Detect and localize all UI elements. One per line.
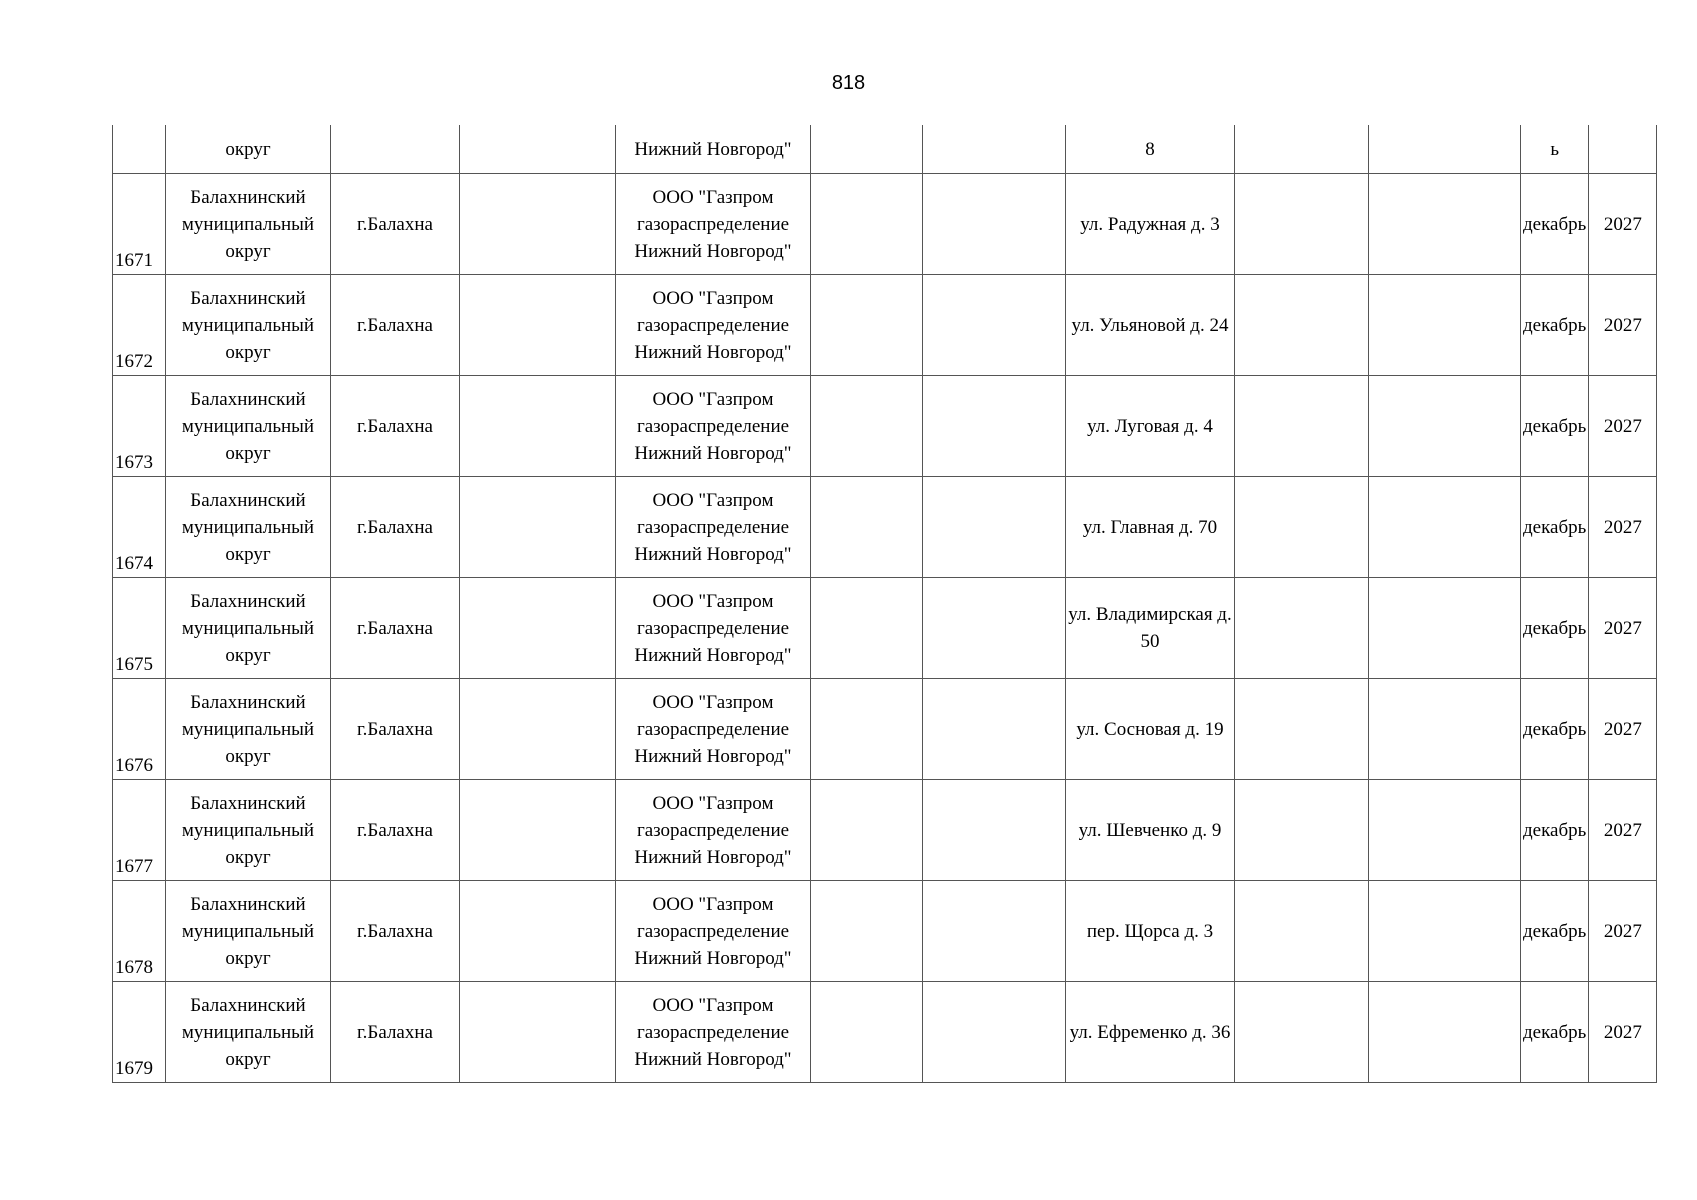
- empty-cell: [460, 477, 616, 578]
- table-row: [113, 679, 1657, 780]
- empty-cell: [923, 174, 1066, 275]
- table-row: [113, 578, 1657, 679]
- empty-cell: [923, 982, 1066, 1083]
- empty-cell: [923, 477, 1066, 578]
- empty-cell: [460, 881, 616, 982]
- empty-cell: [811, 780, 923, 881]
- num-cell: 1677: [113, 780, 166, 881]
- empty-cell: [1235, 982, 1369, 1083]
- empty-cell: [1369, 376, 1521, 477]
- district-cell: Балахнинский муниципальный округ: [166, 275, 331, 376]
- address-cell: ул. Радужная д. 3: [1066, 174, 1235, 275]
- num-cell: 1674: [113, 477, 166, 578]
- district-cell: Балахнинский муниципальный округ: [166, 679, 331, 780]
- table-row: [113, 881, 1657, 982]
- city-cell: г.Балахна: [331, 881, 460, 982]
- empty-cell: [811, 477, 923, 578]
- empty-cell: [460, 125, 616, 174]
- num-cell: 1678: [113, 881, 166, 982]
- city-cell: г.Балахна: [331, 679, 460, 780]
- org-cell: ООО "Газпром газораспределение Нижний Новгород": [616, 679, 811, 780]
- empty-cell: [923, 125, 1066, 174]
- empty-cell: [1369, 275, 1521, 376]
- empty-cell: [923, 376, 1066, 477]
- empty-cell: [460, 376, 616, 477]
- empty-cell: [1235, 275, 1369, 376]
- month-cell: декабрь: [1521, 477, 1589, 578]
- empty-cell: [811, 679, 923, 780]
- address-cell: ул. Ефременко д. 36: [1066, 982, 1235, 1083]
- empty-cell: [811, 881, 923, 982]
- empty-cell: [1235, 780, 1369, 881]
- empty-cell: [1369, 578, 1521, 679]
- city-cell: г.Балахна: [331, 982, 460, 1083]
- district-cell: Балахнинский муниципальный округ: [166, 881, 331, 982]
- district-cell: Балахнинский муниципальный округ: [166, 780, 331, 881]
- city-cell: г.Балахна: [331, 275, 460, 376]
- empty-cell: [923, 881, 1066, 982]
- city-cell: г.Балахна: [331, 578, 460, 679]
- district-cell: Балахнинский муниципальный округ: [166, 477, 331, 578]
- empty-cell: [1369, 780, 1521, 881]
- district-cell: Балахнинский муниципальный округ: [166, 174, 331, 275]
- month-cell: декабрь: [1521, 982, 1589, 1083]
- year-cell: 2027: [1589, 376, 1657, 477]
- empty-cell: [1235, 679, 1369, 780]
- month-cell: декабрь: [1521, 780, 1589, 881]
- org-cell: ООО "Газпром газораспределение Нижний Новгород": [616, 477, 811, 578]
- empty-cell: [811, 275, 923, 376]
- empty-cell: [923, 275, 1066, 376]
- year-cell: 2027: [1589, 982, 1657, 1083]
- empty-cell: [460, 578, 616, 679]
- city-cell: г.Балахна: [331, 174, 460, 275]
- empty-cell: [1369, 679, 1521, 780]
- year-cell: 2027: [1589, 578, 1657, 679]
- table-row: [113, 982, 1657, 1083]
- district-cell: Балахнинский муниципальный округ: [166, 578, 331, 679]
- address-cell: 8: [1066, 125, 1235, 174]
- month-cell: декабрь: [1521, 275, 1589, 376]
- district-cell: Балахнинский муниципальный округ: [166, 376, 331, 477]
- empty-cell: [460, 679, 616, 780]
- month-cell: декабрь: [1521, 679, 1589, 780]
- org-cell: ООО "Газпром газораспределение Нижний Новгород": [616, 982, 811, 1083]
- empty-cell: [1235, 578, 1369, 679]
- org-cell: ООО "Газпром газораспределение Нижний Новгород": [616, 881, 811, 982]
- empty-cell: [811, 982, 923, 1083]
- empty-cell: [460, 174, 616, 275]
- empty-cell: [923, 780, 1066, 881]
- table-body: [113, 125, 1657, 1083]
- org-cell: ООО "Газпром газораспределение Нижний Новгород": [616, 578, 811, 679]
- org-cell: ООО "Газпром газораспределение Нижний Новгород": [616, 376, 811, 477]
- table-row: [113, 174, 1657, 275]
- year-cell: [1589, 125, 1657, 174]
- table-row: [113, 780, 1657, 881]
- empty-cell: [1369, 881, 1521, 982]
- empty-cell: [923, 679, 1066, 780]
- empty-cell: [923, 578, 1066, 679]
- table-row: [113, 477, 1657, 578]
- empty-cell: [1235, 376, 1369, 477]
- org-cell: Нижний Новгород": [616, 125, 811, 174]
- empty-cell: [1235, 125, 1369, 174]
- empty-cell: [811, 578, 923, 679]
- org-cell: ООО "Газпром газораспределение Нижний Новгород": [616, 780, 811, 881]
- district-cell: Балахнинский муниципальный округ: [166, 982, 331, 1083]
- table-row: [113, 275, 1657, 376]
- num-cell: 1671: [113, 174, 166, 275]
- num-cell: [113, 125, 166, 174]
- empty-cell: [1235, 881, 1369, 982]
- table-row: [113, 376, 1657, 477]
- empty-cell: [460, 982, 616, 1083]
- empty-cell: [1369, 982, 1521, 1083]
- empty-cell: [1235, 477, 1369, 578]
- address-cell: ул. Главная д. 70: [1066, 477, 1235, 578]
- year-cell: 2027: [1589, 881, 1657, 982]
- num-cell: 1673: [113, 376, 166, 477]
- month-cell: декабрь: [1521, 881, 1589, 982]
- num-cell: 1672: [113, 275, 166, 376]
- empty-cell: [460, 275, 616, 376]
- num-cell: 1675: [113, 578, 166, 679]
- empty-cell: [1235, 174, 1369, 275]
- page-number: 818: [831, 72, 866, 94]
- month-cell: декабрь: [1521, 578, 1589, 679]
- year-cell: 2027: [1589, 275, 1657, 376]
- district-cell: округ: [166, 125, 331, 174]
- empty-cell: [1369, 477, 1521, 578]
- org-cell: ООО "Газпром газораспределение Нижний Новгород": [616, 174, 811, 275]
- address-cell: пер. Щорса д. 3: [1066, 881, 1235, 982]
- year-cell: 2027: [1589, 174, 1657, 275]
- empty-cell: [811, 174, 923, 275]
- month-cell: ь: [1521, 125, 1589, 174]
- city-cell: г.Балахна: [331, 477, 460, 578]
- address-cell: ул. Ульяновой д. 24: [1066, 275, 1235, 376]
- city-cell: [331, 125, 460, 174]
- num-cell: 1679: [113, 982, 166, 1083]
- city-cell: г.Балахна: [331, 780, 460, 881]
- address-cell: ул. Сосновая д. 19: [1066, 679, 1235, 780]
- address-cell: ул. Луговая д. 4: [1066, 376, 1235, 477]
- org-cell: ООО "Газпром газораспределение Нижний Новгород": [616, 275, 811, 376]
- year-cell: 2027: [1589, 679, 1657, 780]
- address-cell: ул. Шевченко д. 9: [1066, 780, 1235, 881]
- empty-cell: [1369, 125, 1521, 174]
- month-cell: декабрь: [1521, 376, 1589, 477]
- empty-cell: [811, 376, 923, 477]
- address-cell: ул. Владимирская д. 50: [1066, 578, 1235, 679]
- empty-cell: [811, 125, 923, 174]
- num-cell: 1676: [113, 679, 166, 780]
- year-cell: 2027: [1589, 780, 1657, 881]
- month-cell: декабрь: [1521, 174, 1589, 275]
- schedule-table: [112, 125, 1657, 1083]
- empty-cell: [1369, 174, 1521, 275]
- city-cell: г.Балахна: [331, 376, 460, 477]
- year-cell: 2027: [1589, 477, 1657, 578]
- empty-cell: [460, 780, 616, 881]
- continued-row: [113, 125, 1657, 174]
